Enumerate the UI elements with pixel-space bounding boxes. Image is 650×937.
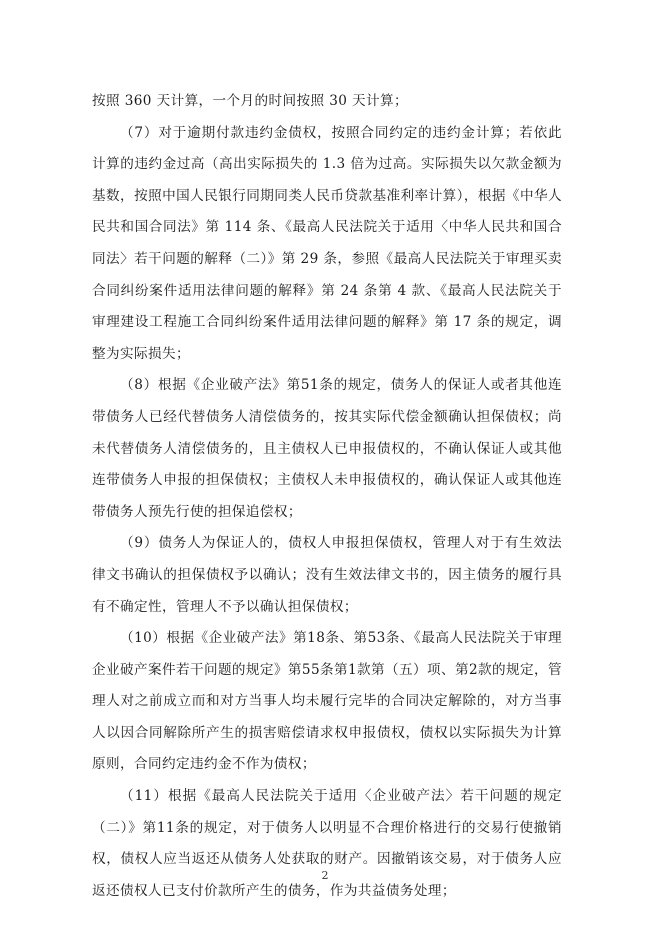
document-body xyxy=(92,86,562,907)
paragraph-item-9: （9）债务人为保证人的，债权人申报担保债权，管理人对于有生效法律文书确认的担保债权予以确认；没有生效法律文书的，因主债务的履行具有不确定性，管理人不予以确认担保债权； xyxy=(92,535,562,615)
paragraph-item-7: （7）对于逾期付款违约金债权，按照合同约定的违约金计算；若依此计算的违约金过高（高出实际损失的 1.3 倍为过高。实际损失以欠款金额为基数，按照中国人民银行同期同类人民币贷款基准利率计算），根据《中华人民共和国合同法》第 114 条、《最高人民法院关于适用〈中华人民共和国合同法〉若干问题的解释（二）》第 29 条，参照《最高人民法院关于审理买卖合同纠纷案件适用法律问题的解释》第 24 条第 4 款、《最高人民法院关于审理建设工程施工合同纠纷案件适用法律问题的解释》第 17 条的规定，调整为实际损失； xyxy=(92,124,562,362)
paragraph-continuation: 按照 360 天计算，一个月的时间按照 30 天计算； xyxy=(92,93,409,109)
page-number: 2 xyxy=(321,869,329,882)
paragraph-item-11: （11）根据《最高人民法院关于适用〈企业破产法〉若干问题的规定（二）》第11条的规定，对于债务人以明显不合理价格进行的交易行使撤销权，债权人应当返还从债务人处获取的财产。因撤销该交易，对于债务人应返还债权人已支付价款所产生的债务，作为共益债务处理； xyxy=(92,788,562,899)
paragraph-item-10: （10）根据《企业破产法》第18条、第53条、《最高人民法院关于审理企业破产案件若干问题的规定》第55条第1款第（五）项、第2款的规定，管理人对之前成立而和对方当事人均未履行完毕的合同决定解除的，对方当事人以因合同解除所产生的损害赔偿请求权申报债权，债权以实际损失为计算原则，合同约定违约金不作为债权； xyxy=(92,630,562,773)
paragraph-item-8: （8）根据《企业破产法》第51条的规定，债务人的保证人或者其他连带债务人已经代替债务人清偿债务的，按其实际代偿金额确认担保债权；尚未代替债务人清偿债务的，且主债权人已申报债权的，不确认保证人或其他连带债务人申报的担保债权；主债权人未申报债权的，确认保证人或其他连带债务人预先行使的担保追偿权； xyxy=(92,377,562,520)
